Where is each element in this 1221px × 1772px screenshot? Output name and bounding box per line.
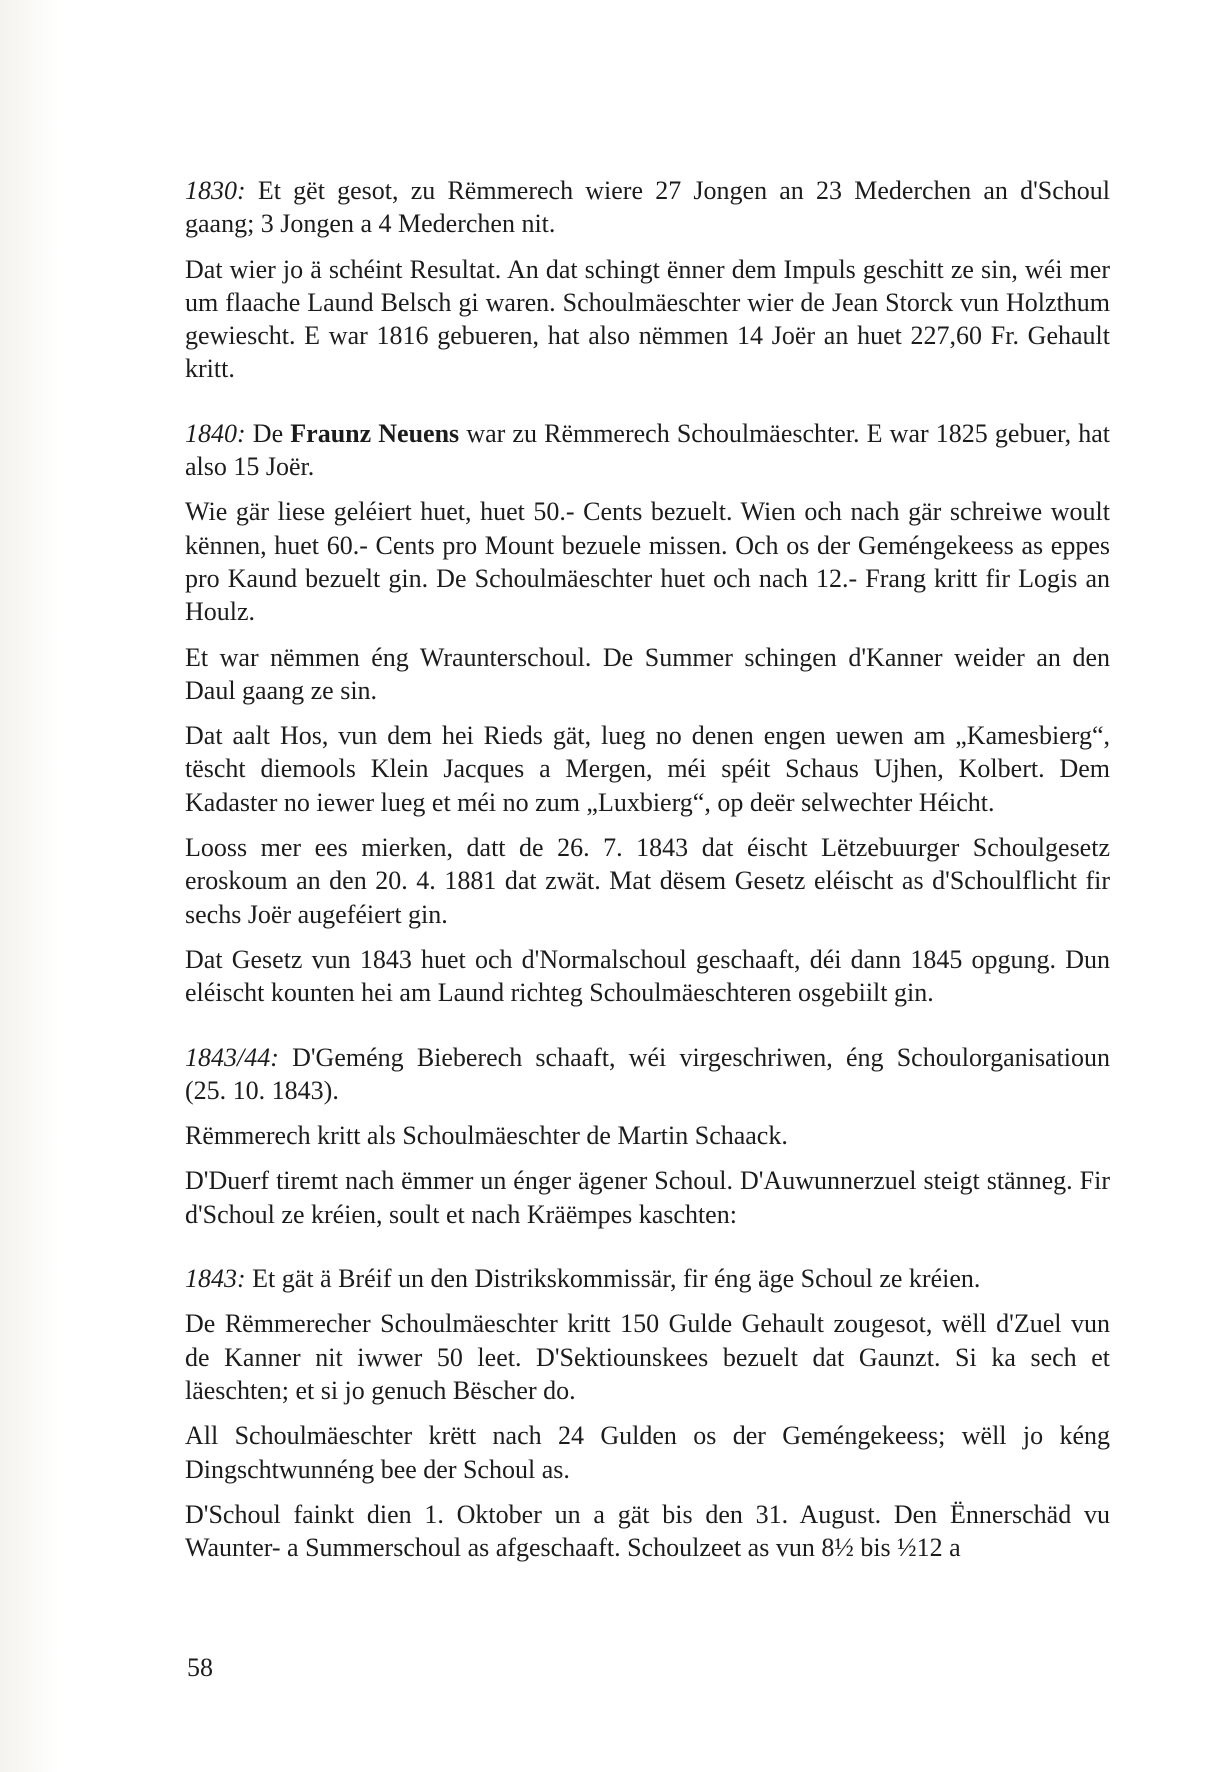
paragraph-text: Wie gär liese geléiert huet, huet 50.- Cents bezuelt. Wien och nach gär schreiwe woult kënnen, huet 60.- Cents pro Mount bezuele missen. Och os der Geméngekeess as eppes pro Kaund bezuelt gin. De Schoulmäeschter huet och nach 12.- Frang kritt fir Logis an Houlz. <box>185 497 1110 627</box>
year-label: 1840: <box>185 418 246 448</box>
year-label: 1843/44: <box>185 1042 279 1072</box>
paragraph-own-school <box>185 1164 1110 1231</box>
paragraph-1830 <box>185 174 1110 241</box>
paragraph-text: Et gät ä Bréif un den Distrikskommissär, fir éng äge Schoul ze kréien. <box>245 1264 981 1294</box>
paragraph-1840 <box>185 417 1110 484</box>
paragraph-salary <box>185 1307 1110 1407</box>
person-name: Fraunz Neuens <box>290 418 460 448</box>
year-label: 1843: <box>185 1264 246 1294</box>
paragraph-text: D'Schoul fainkt dien 1. Oktober un a gät bis den 31. August. Den Ënnerschäd vu Waunter- a Summerschoul as afgeschaaft. Schoulzeet as vun 8½ bis ½12 a <box>185 1499 1110 1563</box>
paragraph-fees <box>185 495 1110 628</box>
paragraph-text: Rëmmerech kritt als Schoulmäeschter de Martin Schaack. <box>185 1121 788 1151</box>
paragraph-normal-school <box>185 943 1110 1010</box>
paragraph-text: De Rëmmerecher Schoulmäeschter kritt 150 Gulde Gehault zougesot, wëll d'Zuel vun de Kanner nit iwwer 50 leet. D'Sektiounskees bezuelt dat Gaunzt. Si ka sech et läeschten; et si jo genuch Bëscher do. <box>185 1309 1110 1405</box>
paragraph-1843 <box>185 1262 1110 1295</box>
paragraph-winter-school <box>185 641 1110 708</box>
paragraph-resultat <box>185 253 1110 386</box>
paragraph-text: Et gët gesot, zu Rëmmerech wiere 27 Jongen an 23 Mederchen an d'Schoul gaang; 3 Jongen a 4 Mederchen nit. <box>185 176 1110 239</box>
paragraph-text: war zu Rëmmerech Schoulmäeschter. E war 1825 gebuer, hat also 15 Joër. <box>185 418 1110 482</box>
paragraph-text: All Schoulmäeschter krëtt nach 24 Gulden os der Geméngekeess; wëll jo kéng Dingschtwunnéng bee der Schoul as. <box>185 1421 1110 1484</box>
page-number: 58 <box>187 1653 213 1682</box>
paragraph-text: D'Duerf tiremt nach ëmmer un énger ägener Schoul. D'Auwunnerzuel steigt stänneg. Fir d'Schoul ze kréien, soult et nach Kräëmpes kaschten: <box>185 1166 1110 1229</box>
paragraph-old-house <box>185 719 1110 819</box>
paragraph-text: Et war nëmmen éng Wraunterschoul. De Summer schingen d'Kanner weider an den Daul gaang ze sin. <box>185 642 1110 705</box>
paragraph-1843-44 <box>185 1041 1110 1108</box>
paragraph-school-year <box>185 1498 1110 1565</box>
paragraph-text: D'Geméng Bieberech schaaft, wéi virgeschriwen, éng Schoulorganisatioun (25. 10. 1843). <box>185 1042 1110 1105</box>
paragraph-school-law <box>185 831 1110 931</box>
paragraph-text: Dat Gesetz vun 1843 huet och d'Normalschoul geschaaft, déi dann 1845 opgung. Dun eléischt kounten hei am Laund richteg Schoulmäeschteren osgebiilt gin. <box>185 944 1110 1008</box>
year-label: 1830: <box>185 176 246 205</box>
paragraph-schaack <box>185 1119 1110 1152</box>
paragraph-gulden <box>185 1419 1110 1486</box>
paragraph-text: Looss mer ees mierken, datt de 26. 7. 1843 dat éischt Lëtzebuurger Schoulgesetz eroskoum an den 20. 4. 1881 dat zwät. Mat dësem Gesetz eléischt as d'Schoulflicht fir sechs Joër augeféiert gin. <box>185 833 1110 929</box>
paragraph-text: Dat wier jo ä schéint Resultat. An dat schingt ënner dem Impuls geschitt ze sin, wéi mer um flaache Laund Belsch gi waren. Schoulmäeschter wier de Jean Storck vun Holzthum gewiescht. E war 1816 gebueren, hat also nëmmen 14 Joër an huet 227,60 Fr. Gehault kritt. <box>185 254 1110 384</box>
paragraph-text: Dat aalt Hos, vun dem hei Rieds gät, lueg no denen engen uewen am „Kamesbierg“, tëscht diemools Klein Jacques a Mergen, méi spéit Schaus Ujhen, Kolbert. Dem Kadaster no iewer lueg et méi no zum „Luxbierg“, op deër selwechter Héicht. <box>185 721 1110 817</box>
paragraph-text-pre: De <box>245 418 291 448</box>
